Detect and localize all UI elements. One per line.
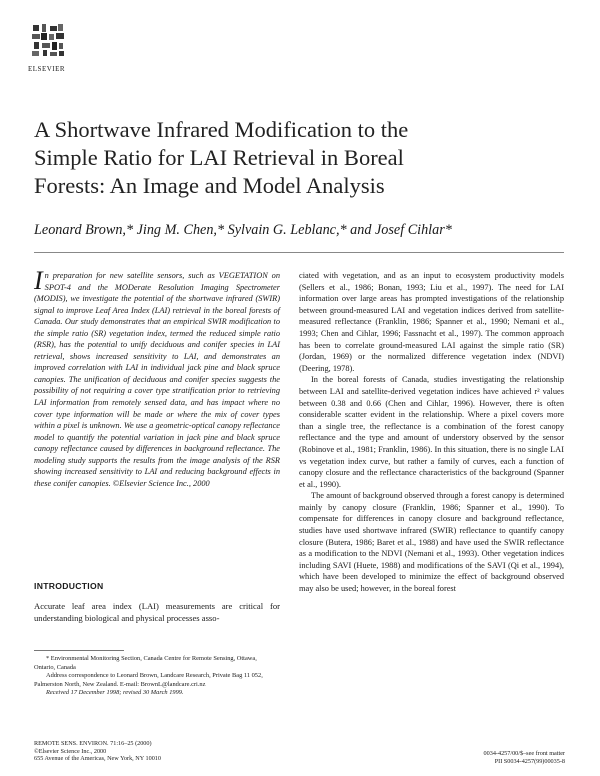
journal-line: 655 Avenue of the Americas, New York, NY 10010 (34, 755, 161, 763)
issn-info (420, 750, 565, 765)
pii-line: PII S0034-4257(99)00035-8 (494, 757, 565, 765)
body-paragraph: ciated with vegetation, and as an input to ecosystem productivity models (Sellers et al., 1986; Bonan, 1993; Liu et al., 1997). The need for LAI information over large areas has prompted investigations of the relationship between ground-measured LAI and vegetation indices derived from satellite-measured reflectance (Franklin, 1986; Spanner et al., 1990; Nemani et al., 1993; Chen and Cihlar, 1996; Fassnacht et al., 1997). The common approach has been to correlate ground-measured LAI against the simple ratio (SR) (Jordan, 1969) or the normalized difference vegetation index (NDVI) (Deering, 1978). (299, 271, 564, 373)
title-divider (34, 252, 564, 253)
title-line: Simple Ratio for LAI Retrieval in Boreal (34, 145, 404, 170)
body-paragraph: The amount of background observed through a forest canopy is determined mainly by canopy closure (Franklin, 1986; Spanner et al., 1990). To compensate for differences in canopy closure and background reflectance, studies have used shortwave infrared (SWIR) reflectance to quantify canopy closure (Butera, 1986; Baret et al., 1988) and have used the SWIR reflectance as a modification to the NDVI (Nemani et al., 1993). Other vegetation indices including SAVI (Huete, 1988) and modifications of the SAVI (Qi et al., 1994), which have been developed to minimize the effect of background observed may also be used; however, in the boreal forest (299, 491, 564, 594)
abstract-dropcap: I (34, 266, 43, 295)
section-heading: INTRODUCTION (34, 581, 104, 591)
footnotes (34, 655, 274, 698)
title-line: A Shortwave Infrared Modification to the (34, 117, 409, 142)
publisher-name: ELSEVIER (28, 65, 66, 73)
footnote-received: Received 17 December 1998; revised 30 March 1999. (46, 689, 184, 697)
journal-info (34, 740, 274, 763)
publisher-logo (28, 22, 70, 73)
right-column (299, 270, 564, 595)
footnote-divider (34, 650, 124, 651)
journal-line: ©Elsevier Science Inc., 2000 (34, 747, 107, 755)
abstract (34, 266, 280, 489)
author-list: Leonard Brown,* Jing M. Chen,* Sylvain G. Leblanc,* and Josef Cihlar* (34, 222, 452, 238)
issn-line: 0034-4257/00/$–see front matter (483, 750, 565, 757)
footnote-correspondence: Address correspondence to Leonard Brown, Landcare Research, Private Bag 11 052, Palmerston North, New Zealand. E-mail: BrownL@landcare.cri.nz (34, 672, 263, 688)
footnote-affiliation: * Environmental Monitoring Section, Canada Centre for Remote Sensing, Ottawa, Ontario, Canada (34, 655, 257, 671)
article-title (34, 116, 574, 200)
title-line: Forests: An Image and Model Analysis (34, 173, 385, 198)
journal-line: REMOTE SENS. ENVIRON. 71:16–25 (2000) (34, 740, 152, 747)
abstract-text: n preparation for new satellite sensors, such as VEGETATION on SPOT-4 and the MODerate Resolution Imaging Spectrometer (MODIS), we investigate the potential of the shortwave infrared (SWIR) signal to improve Leaf Area Index (LAI) retrieval in the boreal forests of Canada. Our study demonstrates that an empirical SWIR modification to the simple ratio (SR) vegetation index, termed the reduced simple ratio (RSR), has the potential to unify deciduous and conifer species in LAI retrieval, shows increased sensitivity to LAI, and demonstrates an improved correlation with LAI in individual jack pine and black spruce canopies. The unification of deciduous and conifer species suggests the possibility of not requiring a cover type stratification prior to retrieving LAI information from remotely sensed data, and has impact where no cover type information will be made or where the mix of cover types within a pixel is unknown. We use a geometric-optical canopy reflectance model to quantify the potential variation in jack pine and black spruce canopy reflectance caused by differences in background reflectance. The modeling study supports the results from the image analysis of the RSR showing increased sensitivity to LAI and reducing background effects in these conifer canopies. ©Elsevier Science Inc., 2000 (34, 271, 280, 488)
intro-paragraph: Accurate leaf area index (LAI) measurements are critical for understanding biological and physical processes asso- (34, 601, 280, 623)
elsevier-tree-icon (30, 22, 66, 58)
body-paragraph: In the boreal forests of Canada, studies investigating the relationship between LAI and satellite-derived vegetation indices have achieved r² values between 0.38 and 0.66 (Chen and Cihlar, 1996). However, there is often considerable scatter evident in the relationship. Where a pixel covers more than a single tree, the reflectance is a combination of the forest canopy reflectance and the type and amount of understory observed by the sensor (Robinove et al., 1981; Franklin, 1986). In this situation, there is no single LAI vs vegetation index curve, but rather a family of curves, each a function of canopy closure and the reflectance characteristics of the background (Spanner et al., 1990). (299, 375, 564, 489)
